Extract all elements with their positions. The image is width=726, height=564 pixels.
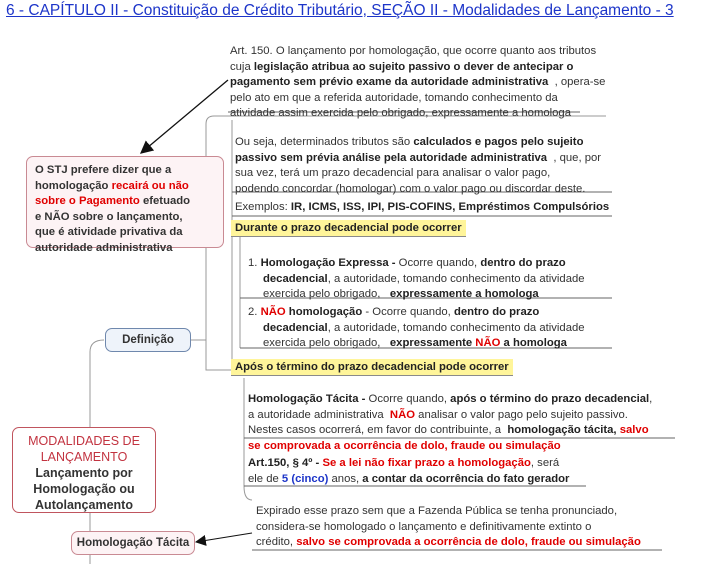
page-title: 6 - CAPÍTULO II - Constituição de Crédito Tributário, SEÇÃO II - Modalidades de Lançamento - 3 — [6, 2, 674, 19]
apos-prazo-heading: Após o término do prazo decadencial pode ocorrer — [231, 359, 513, 376]
nao-homologacao-item: 2. NÃO homologação - Ocorre quando, dentro do prazo decadencial, a autoridade, tomando conhecimento da atividade exercida pelo obrigado, expressamente NÃO a homologa — [248, 306, 585, 350]
homologacao-tacita-text: Homologação Tácita - Ocorre quando, após o término do prazo decadencial, a autoridade administrativa NÃO analisar o valor pago pelo sujeito passivo. Nestes casos ocorrerá, em favor do contribuinte, a homologação tácita, salvo se comprovada a ocorrência de dolo, fraude ou simulação — [248, 393, 653, 452]
expirado-prazo-text: Expirado esse prazo sem que a Fazenda Pública se tenha pronunciado, considera-se homologado o lançamento e definitivamente extinto o crédito, salvo se comprovada a ocorrência de dolo, fraude ou simulação — [256, 505, 641, 549]
arrow-expirado-to-tacita — [196, 533, 252, 542]
homologacao-expressa-item: 1. Homologação Expressa - Ocorre quando, dentro do prazo decadencial, a autoridade, tomando conhecimento da atividade exercida pelo obrigado, expressamente a homologa — [248, 257, 585, 301]
art150-paragrafo4-text: Art.150, § 4º - Se a lei não fixar prazo a homologação, será ele de 5 (cinco) anos, a contar da ocorrência do fato gerador — [248, 457, 570, 485]
definicao-node[interactable]: Definição — [105, 328, 191, 352]
exemplos-text: Exemplos: IR, ICMS, ISS, IPI, PIS-COFINS, Empréstimos Compulsórios — [235, 201, 610, 213]
homologacao-tacita-node[interactable]: Homologação Tácita — [71, 531, 195, 555]
modalidades-central-node[interactable]: MODALIDADES DE LANÇAMENTO Lançamento por Homologação ou Autolançamento — [12, 427, 156, 513]
art150-text: Art. 150. O lançamento por homologação, que ocorre quanto aos tributos cuja legislação atribua ao sujeito passivo o dever de antecipar o pagamento sem prévio exame da autoridade administrativa , opera-se pelo ato em que a referida autoridade, tomando conhecimento da atividade assim exercida pelo obrigado, expressamente a homologa — [230, 45, 606, 120]
durante-prazo-heading: Durante o prazo decadencial pode ocorrer — [231, 220, 466, 237]
ou-seja-text: Ou seja, determinados tributos são calculados e pagos pelo sujeito passivo sem prévia análise pela autoridade administrativa , que, por sua vez, terá um prazo decadencial para analisar o valor pago, podendo concordar (homologar) com o valor pago ou discordar deste. — [235, 136, 602, 195]
stj-note-node[interactable]: O STJ prefere dizer que a homologação recairá ou não sobre o Pagamento efetuado e NÃO sobre o lançamento, que é atividade privativa da autoridade administrativa — [26, 156, 224, 248]
